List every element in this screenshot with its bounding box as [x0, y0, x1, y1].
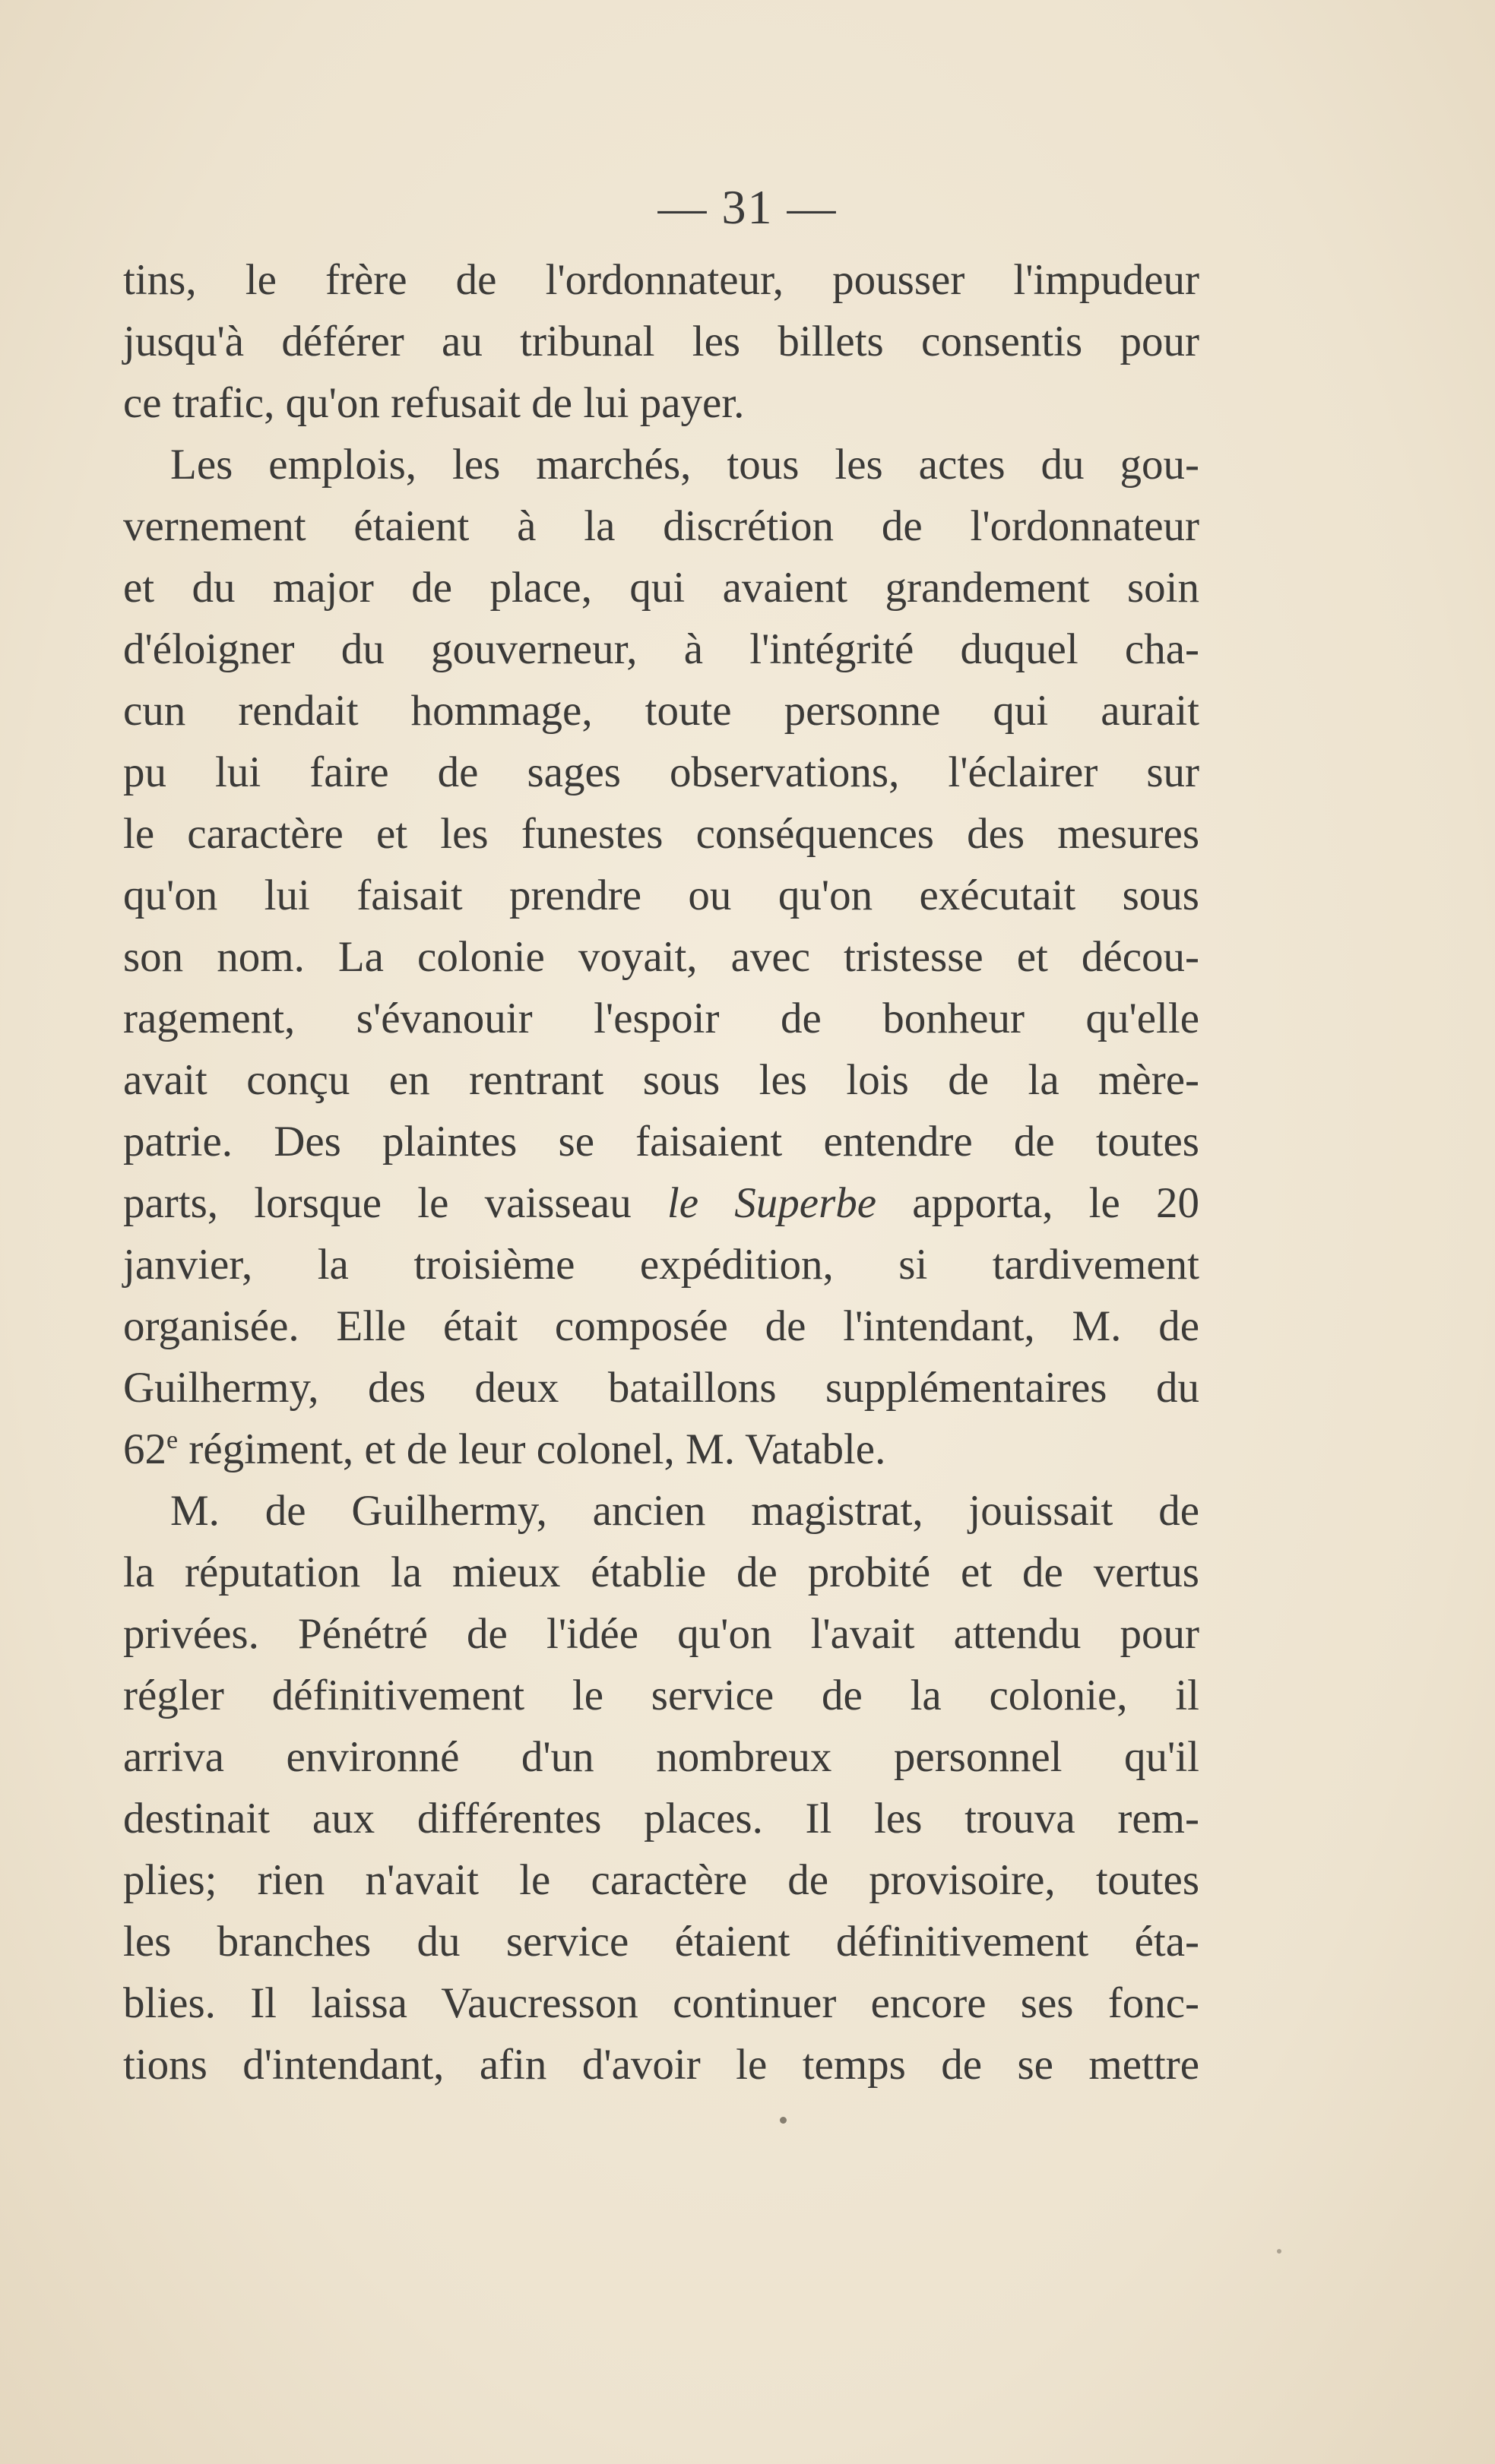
text-line: qu'on lui faisait prendre ou qu'on exécutait sous: [123, 871, 1199, 919]
text-line: tins, le frère de l'ordonnateur, pousser l'impudeur: [123, 256, 1199, 304]
text-line: organisée. Elle était composée de l'intendant, M. de: [123, 1302, 1199, 1350]
text-line: et du major de place, qui avaient grandement soin: [123, 564, 1199, 612]
text-line: plies; rien n'avait le caractère de provisoire, toutes: [123, 1856, 1199, 1904]
text-line: ce trafic, qu'on refusait de lui payer.: [123, 379, 745, 427]
text-segment: apporta, le 20: [876, 1179, 1199, 1227]
paper-speck: [1277, 2249, 1281, 2254]
paper-speck: [780, 2117, 787, 2124]
text-line: la réputation la mieux établie de probité et de vertus: [123, 1548, 1199, 1596]
text-line: tions d'intendant, afin d'avoir le temps de se mettre: [123, 2041, 1199, 2089]
text-line: régler définitivement le service de la colonie, il: [123, 1672, 1199, 1719]
text-line: ragement, s'évanouir l'espoir de bonheur qu'elle: [123, 995, 1199, 1042]
text-line: le caractère et les funestes conséquences des mesures: [123, 810, 1199, 858]
text-line: pu lui faire de sages observations, l'éclairer sur: [123, 748, 1199, 796]
text-line: Guilhermy, des deux bataillons supplémentaires du: [123, 1364, 1199, 1412]
text-line: vernement étaient à la discrétion de l'ordonnateur: [123, 502, 1199, 550]
ship-name: le Superbe: [667, 1179, 877, 1227]
text-line: son nom. La colonie voyait, avec tristesse et décou-: [123, 933, 1199, 981]
text-line: destinait aux différentes places. Il les trouva rem-: [123, 1795, 1199, 1842]
text-line: arriva environné d'un nombreux personnel qu'il: [123, 1733, 1199, 1781]
text-line: [123, 1419, 1199, 1480]
text-line: d'éloigner du gouverneur, à l'intégrité duquel cha-: [123, 625, 1199, 673]
text-line: privées. Pénétré de l'idée qu'on l'avait attendu pour: [123, 1610, 1199, 1658]
text-line: janvier, la troisième expédition, si tardivement: [123, 1241, 1199, 1289]
text-segment: régiment, et de leur colonel, M. Vatable.: [178, 1425, 886, 1473]
text-line: blies. Il laissa Vaucresson continuer encore ses fonc-: [123, 1979, 1199, 2027]
text-segment: parts, lorsque le vaisseau: [123, 1179, 667, 1227]
body-text: [123, 249, 1199, 2096]
text-line: patrie. Des plaintes se faisaient entendre de toutes: [123, 1118, 1199, 1166]
superscript: e: [166, 1426, 179, 1454]
text-line: jusqu'à déférer au tribunal les billets consentis pour: [123, 318, 1199, 365]
text-line: les branches du service étaient définitivement éta-: [123, 1918, 1199, 1966]
text-line: Les emplois, les marchés, tous les actes du gou-: [170, 441, 1199, 489]
text-segment: 62: [123, 1425, 166, 1473]
page-number: — 31 —: [657, 180, 838, 234]
text-line: M. de Guilhermy, ancien magistrat, jouissait de: [170, 1487, 1199, 1535]
text-line: cun rendait hommage, toute personne qui aurait: [123, 687, 1199, 735]
text-line: avait conçu en rentrant sous les lois de la mère-: [123, 1056, 1199, 1104]
text-line: [123, 1172, 1199, 1234]
